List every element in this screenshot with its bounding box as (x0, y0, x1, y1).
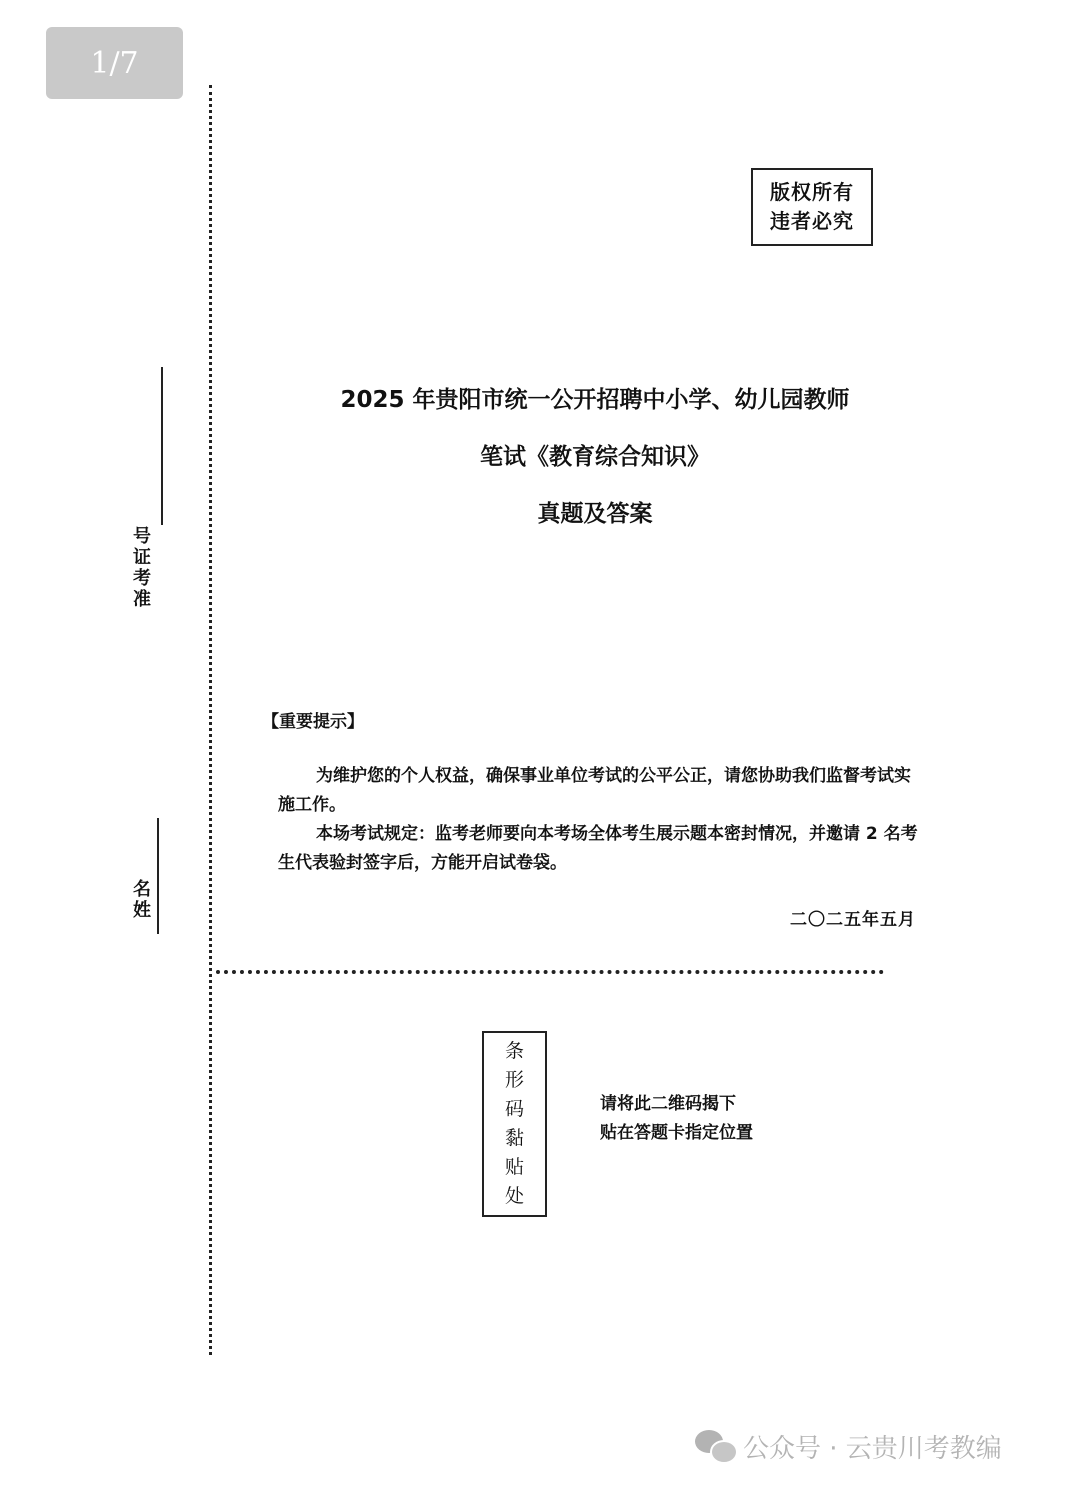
barcode-instruction-line-2: 贴在答题卡指定位置 (600, 1123, 753, 1143)
wechat-icon (695, 1428, 739, 1464)
watermark (695, 1426, 1002, 1466)
name-label: 名姓 (133, 879, 151, 921)
tear-dotted-line-horizontal (216, 970, 884, 974)
watermark-text: 公众号 · 云贵川考教编 (743, 1433, 1002, 1464)
barcode-char: 黏 (504, 1127, 524, 1149)
barcode-char: 形 (504, 1069, 524, 1091)
name-field-line (157, 818, 159, 934)
binding-dotted-line-vertical (209, 85, 212, 1355)
barcode-char: 贴 (504, 1156, 524, 1178)
title-line-2: 笔试《教育综合知识》 (480, 444, 710, 470)
copyright-line-2: 违者必究 (770, 209, 854, 233)
barcode-char: 处 (504, 1185, 524, 1207)
barcode-char: 条 (504, 1040, 524, 1062)
barcode-char: 码 (504, 1098, 524, 1120)
copyright-line-1: 版权所有 (770, 180, 854, 204)
title-line-3: 真题及答案 (537, 501, 653, 527)
exam-number-label: 号证考准 (133, 526, 151, 610)
copyright-box (751, 168, 873, 246)
notice-body (278, 762, 918, 878)
exam-number-field-line (161, 367, 163, 525)
barcode-instruction-line-1: 请将此二维码揭下 (600, 1094, 736, 1114)
notice-paragraph-1: 为维护您的个人权益，确保事业单位考试的公平公正，请您协助我们监督考试实施工作。 (278, 766, 911, 815)
title-line-1: 2025 年贵阳市统一公开招聘中小学、幼儿园教师 (340, 387, 850, 413)
notice-heading: 【重要提示】 (262, 712, 364, 732)
page-counter: 1/7 (46, 27, 183, 99)
barcode-instruction (600, 1090, 753, 1148)
notice-date: 二〇二五年五月 (790, 910, 916, 930)
notice-paragraph-2: 本场考试规定：监考老师要向本考场全体考生展示题本密封情况，并邀请 2 名考生代表验封签字后，方能开启试卷袋。 (278, 824, 918, 873)
document-title (240, 372, 950, 543)
barcode-sticker-area (482, 1031, 547, 1217)
